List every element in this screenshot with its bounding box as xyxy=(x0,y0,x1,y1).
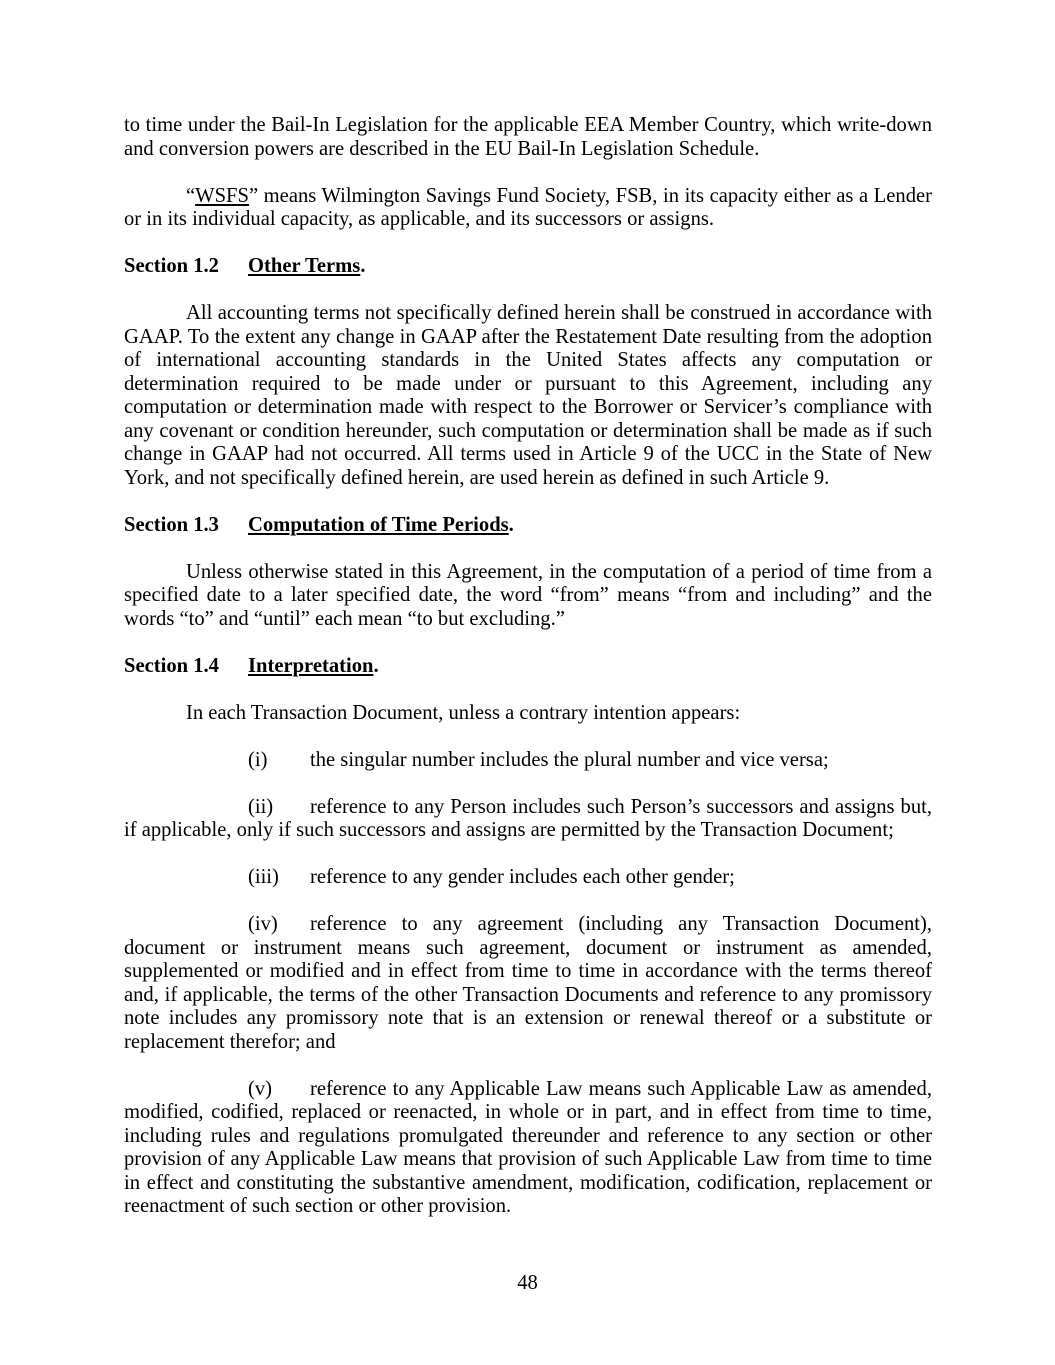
paragraph xyxy=(124,302,932,490)
paragraph xyxy=(124,185,932,232)
defined-term: WSFS xyxy=(195,184,249,207)
section-title: Other Terms xyxy=(248,255,361,277)
list-marker: (v) xyxy=(248,1077,273,1100)
section-number: Section 1.4 xyxy=(124,654,219,677)
text-run: reference to any Person includes such Person’s successors and assigns but, if applicable, only if such successors and assigns are permitted by the Transaction Document; xyxy=(124,795,932,841)
list-marker: (iv) xyxy=(248,913,278,935)
section-title: Interpretation xyxy=(248,654,374,677)
text-run: Unless otherwise stated in this Agreement, in the computation of a period of time from a specified date to a later specified date, the word “from” means “from and including” and the words “to” and “until” each mean “to but excluding.” xyxy=(124,560,932,630)
section-title-suffix: . xyxy=(373,654,379,677)
text-run: reference to any gender includes each other gender; xyxy=(310,866,735,888)
list-item xyxy=(124,1078,932,1219)
text-run: reference to any agreement (including any Transaction Document), document or instrument means such agreement, document or instrument as amended, supplemented or modified and in effect from time to time in accordance with the terms thereof and, if applicable, the terms of the other Transaction Documents and reference to any promissory note includes any promissory note that is an extension or renewal thereof or a substitute or replacement therefor; and xyxy=(124,913,932,1053)
section-heading xyxy=(124,514,932,538)
paragraph xyxy=(124,114,932,161)
list-item xyxy=(124,749,932,773)
text-run: reference to any Applicable Law means such Applicable Law as amended, modified, codified, replaced or reenacted, in whole or in part, and in effect from time to time, including rules and regulations promulgated thereunder and reference to any section or other provision of any Applicable Law means that provision of such Applicable Law from time to time in effect and constituting the substantive amendment, modification, codification, replacement or reenactment of such section or other provision. xyxy=(124,1077,932,1217)
paragraph xyxy=(124,702,932,726)
list-item xyxy=(124,796,932,843)
section-title-suffix: . xyxy=(508,513,514,536)
text-run: In each Transaction Document, unless a contrary intention appears: xyxy=(186,701,741,724)
document-content xyxy=(124,114,932,1219)
list-marker: (ii) xyxy=(248,795,274,818)
list-marker: (iii) xyxy=(248,866,279,888)
section-heading xyxy=(124,655,932,679)
section-title-suffix: . xyxy=(360,255,366,277)
page-footer xyxy=(0,1272,1055,1296)
section-title: Computation of Time Periods xyxy=(248,513,509,536)
section-number: Section 1.2 xyxy=(124,255,219,277)
list-marker: (i) xyxy=(248,748,268,771)
page-number: 48 xyxy=(517,1272,538,1294)
text-run: All accounting terms not specifically defined herein shall be construed in accordance with GAAP. To the extent any change in GAAP after the Restatement Date resulting from the adoption of international accounting standards in the United States affects any computation or determination required to be made under or pursuant to this Agreement, including any computation or determination made with respect to the Borrower or Servicer’s compliance with any covenant or condition hereunder, such computation or determination shall be made as if such change in GAAP had not occurred. All terms used in Article 9 of the UCC in the State of New York, and not specifically defined herein, are used herein as defined in such Article 9. xyxy=(124,302,932,489)
section-heading xyxy=(124,255,932,279)
list-item xyxy=(124,866,932,890)
paragraph xyxy=(124,561,932,632)
text-run: the singular number includes the plural number and vice versa; xyxy=(310,748,829,771)
text-run: to time under the Bail-In Legislation for the applicable EEA Member Country, which write-down and conversion powers are described in the EU Bail-In Legislation Schedule. xyxy=(124,114,932,160)
section-number: Section 1.3 xyxy=(124,513,219,536)
text-run: “ xyxy=(186,184,196,207)
list-item xyxy=(124,913,932,1054)
text-run: ” means Wilmington Savings Fund Society, FSB, in its capacity either as a Lender or in its individual capacity, as applicable, and its successors or assigns. xyxy=(124,184,932,230)
